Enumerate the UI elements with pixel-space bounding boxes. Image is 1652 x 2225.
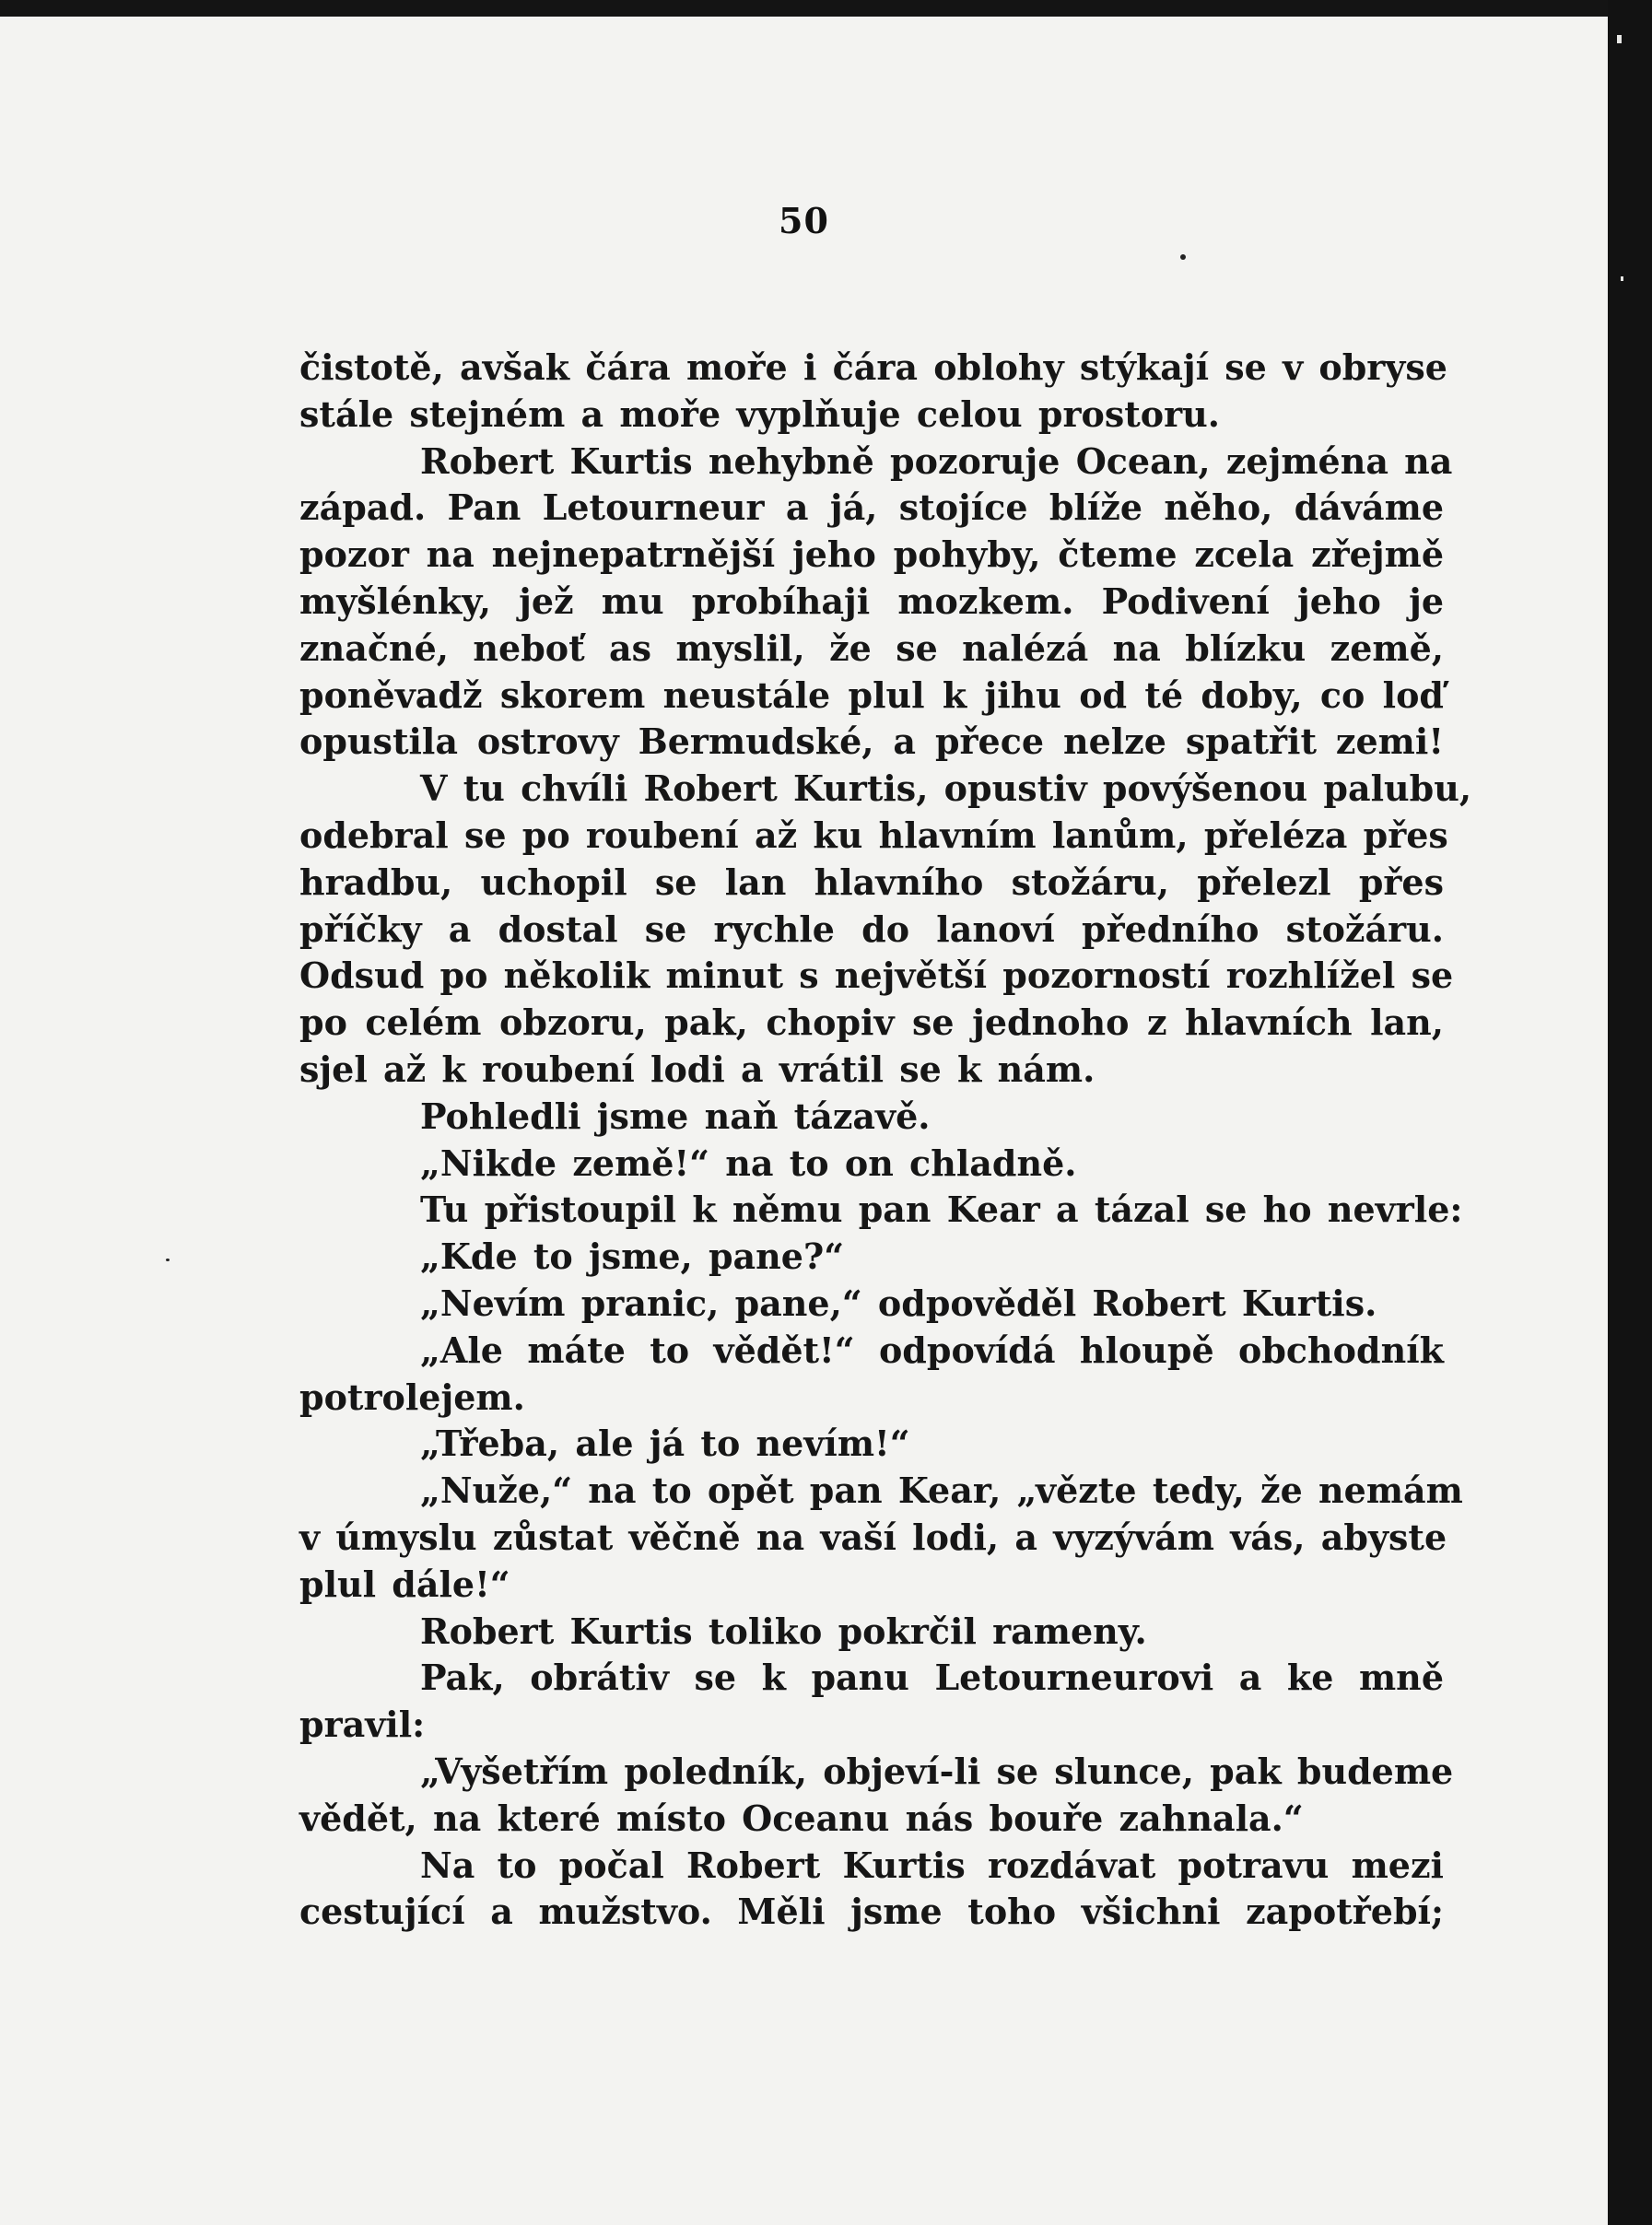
text-line: čistotě, avšak čára moře i čára oblohy stýkají se v obryse: [299, 346, 1447, 388]
text-line: hradbu, uchopil se lan hlavního stožáru, přelezl přes: [299, 861, 1444, 903]
text-line: příčky a dostal se rychle do lanoví předního stožáru.: [299, 908, 1444, 950]
text-line: Pak, obrátiv se k panu Letourneurovi a ke mně: [420, 1657, 1444, 1699]
text-line: „Nuže,“ na to opět pan Kear, „vězte tedy, že nemám: [420, 1470, 1463, 1512]
text-line: potrolejem.: [299, 1376, 525, 1418]
text-line: „Nikde země!“ na to on chladně.: [420, 1142, 1077, 1184]
text-line: Robert Kurtis nehybně pozoruje Ocean, zejména na: [420, 439, 1453, 482]
text-line: „Kde to jsme, pane?“: [420, 1235, 845, 1278]
text-line: cestující a mužstvo. Měli jsme toho všichni zapotřebí;: [299, 1891, 1444, 1933]
text-line: v úmyslu zůstat věčně na vaší lodi, a vyzývám vás, abyste: [299, 1516, 1447, 1558]
text-line: západ. Pan Letourneur a já, stojíce blíže něho, dáváme: [299, 486, 1444, 529]
text-line: značné, neboť as myslil, že se nalézá na blízku země,: [299, 627, 1444, 669]
text-line: Na to počal Robert Kurtis rozdávat potravu mezi: [420, 1844, 1444, 1886]
text-line: Tu přistoupil k němu pan Kear a tázal se ho nevrle:: [420, 1189, 1463, 1231]
text-line: „Třeba, ale já to nevím!“: [420, 1423, 910, 1465]
text-line: vědět, na které místo Oceanu nás bouře zahnala.“: [299, 1797, 1304, 1839]
text-line: pravil:: [299, 1704, 426, 1746]
text-line: sjel až k roubení lodi a vrátil se k nám.: [299, 1048, 1095, 1090]
print-speck: [1180, 254, 1186, 260]
scan-top-border: [0, 0, 1608, 17]
scan-speck: [1621, 276, 1623, 281]
text-line: poněvadž skorem neustále plul k jihu od té doby, co loď: [299, 673, 1444, 716]
page-number: 50: [779, 200, 829, 241]
text-line: „Ale máte to vědět!“ odpovídá hloupě obchodník: [420, 1329, 1444, 1371]
text-line: „Nevím pranic, pane,“ odpověděl Robert Kurtis.: [420, 1282, 1377, 1324]
scan-right-border: [1608, 0, 1652, 2225]
text-line: Odsud po několik minut s největší pozorností rozhlížel se: [299, 954, 1454, 997]
text-line: V tu chvíli Robert Kurtis, opustiv povýšenou palubu,: [420, 767, 1472, 810]
text-line: Pohledli jsme naň tázavě.: [420, 1095, 931, 1137]
print-speck: [166, 1259, 170, 1261]
text-line: opustila ostrovy Bermudské, a přece nelze spatřit zemi!: [299, 720, 1444, 763]
text-line: po celém obzoru, pak, chopiv se jednoho z hlavních lan,: [299, 1001, 1444, 1044]
text-line: pozor na nejnepatrnější jeho pohyby, čteme zcela zřejmě: [299, 533, 1444, 576]
scan-speck: [1617, 35, 1622, 43]
text-line: odebral se po roubení až ku hlavním lanům, přeléza přes: [299, 814, 1448, 856]
text-line: Robert Kurtis toliko pokrčil rameny.: [420, 1610, 1147, 1652]
text-line: „Vyšetřím poledník, objeví-li se slunce, pak budeme: [420, 1750, 1454, 1792]
body-text: [299, 345, 1472, 1936]
text-line: plul dále!“: [299, 1563, 510, 1605]
text-line: stále stejném a moře vyplňuje celou prostoru.: [299, 392, 1220, 435]
text-line: myšlénky, jež mu probíhaji mozkem. Podivení jeho je: [299, 580, 1444, 622]
